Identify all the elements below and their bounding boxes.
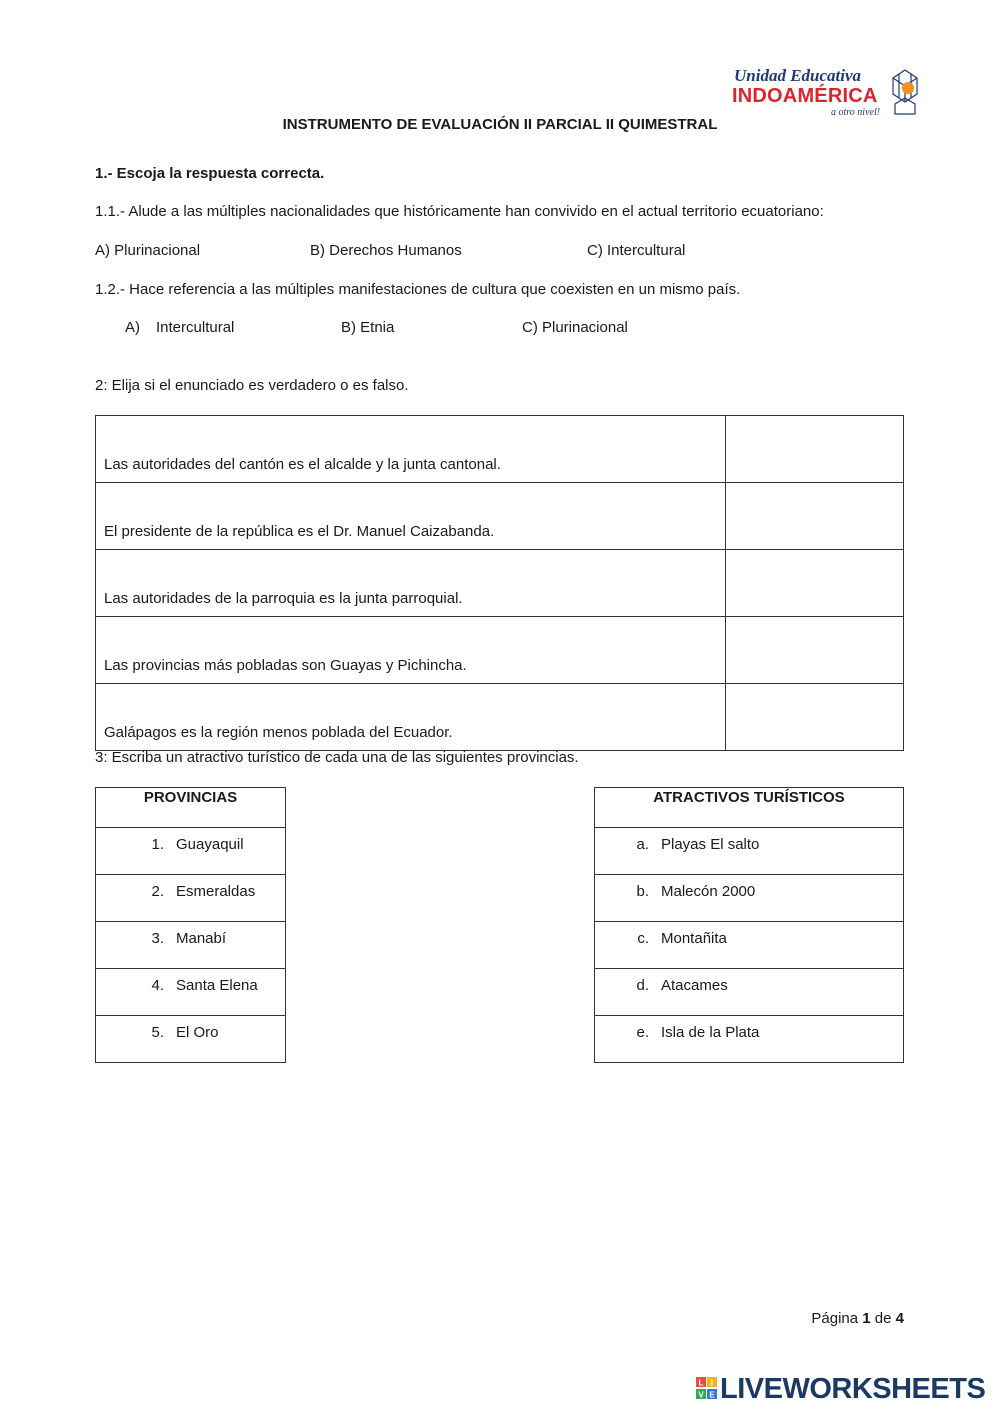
- svg-text:E: E: [709, 1390, 715, 1400]
- logo-line2: INDOAMÉRICA: [732, 85, 878, 107]
- section3-heading: 3: Escriba un atractivo turístico de cada una de las siguientes provincias.: [95, 749, 579, 766]
- answer-cell[interactable]: [726, 416, 904, 483]
- attraction-name: Malecón 2000: [661, 883, 756, 900]
- attraction-letter: d.: [636, 977, 649, 994]
- attraction-letter: e.: [636, 1024, 649, 1041]
- statement: Las autoridades de la parroquia es la junta parroquial.: [96, 550, 726, 617]
- answer-cell[interactable]: [726, 550, 904, 617]
- svg-text:L: L: [698, 1378, 704, 1388]
- table-row[interactable]: [96, 1016, 286, 1063]
- table-row: [96, 684, 904, 751]
- province-name: Guayaquil: [176, 836, 244, 853]
- province-name: Manabí: [176, 930, 227, 947]
- logo-tagline: a otro nivel!: [831, 107, 881, 118]
- table-row[interactable]: [595, 828, 904, 875]
- page-title: INSTRUMENTO DE EVALUACIÓN II PARCIAL II QUIMESTRAL: [282, 116, 718, 133]
- current-page: 1: [862, 1310, 871, 1327]
- section1-heading: 1.- Escoja la respuesta correcta.: [95, 165, 325, 182]
- answer-cell[interactable]: [726, 483, 904, 550]
- statement: Galápagos es la región menos poblada del Ecuador.: [96, 684, 726, 751]
- section2-heading: 2: Elija si el enunciado es verdadero o es falso.: [95, 377, 409, 394]
- table-row[interactable]: [96, 922, 286, 969]
- question-1-2: 1.2.- Hace referencia a las múltiples manifestaciones de cultura que coexisten en un mismo país.: [95, 281, 741, 298]
- geodesic-sphere-icon: [890, 68, 920, 116]
- table-row[interactable]: [595, 1016, 904, 1063]
- table-row[interactable]: [595, 922, 904, 969]
- page-number: [811, 1310, 904, 1327]
- province-number: 4.: [151, 977, 164, 994]
- attraction-letter: c.: [637, 930, 649, 947]
- table-row: [96, 550, 904, 617]
- q2-option-b: B) Etnia: [341, 319, 395, 336]
- attraction-letter: b.: [636, 883, 649, 900]
- q2-option-c: C) Plurinacional: [522, 319, 628, 336]
- attractions-table: [594, 787, 904, 1063]
- province-number: 1.: [151, 836, 164, 853]
- q1-option-c: C) Intercultural: [587, 242, 686, 259]
- province-number: 2.: [151, 883, 164, 900]
- attractions-header: ATRACTIVOS TURÍSTICOS: [595, 788, 904, 828]
- page-word: Página: [811, 1310, 859, 1327]
- province-number: 5.: [151, 1024, 164, 1041]
- table-row: [96, 617, 904, 684]
- total-pages: 4: [895, 1310, 904, 1327]
- answer-cell[interactable]: [726, 684, 904, 751]
- watermark-text: LIVEWORKSHEETS: [720, 1373, 986, 1405]
- attraction-name: Isla de la Plata: [661, 1024, 760, 1041]
- table-row[interactable]: [96, 969, 286, 1016]
- statement: El presidente de la república es el Dr. Manuel Caizabanda.: [96, 483, 726, 550]
- provinces-header: PROVINCIAS: [96, 788, 286, 828]
- statement: Las provincias más pobladas son Guayas y Pichincha.: [96, 617, 726, 684]
- attraction-name: Montañita: [661, 930, 727, 947]
- table-row[interactable]: [96, 828, 286, 875]
- q2-option-a: Intercultural: [156, 319, 235, 336]
- question-1-1: 1.1.- Alude a las múltiples nacionalidades que históricamente han convivido en el actual territorio ecuatoriano:: [95, 203, 824, 220]
- table-row[interactable]: [595, 875, 904, 922]
- attraction-name: Atacames: [661, 977, 728, 994]
- table-row: [96, 483, 904, 550]
- province-name: El Oro: [176, 1024, 219, 1041]
- attraction-letter: a.: [636, 836, 649, 853]
- q2-option-a-letter: A): [125, 319, 140, 336]
- provinces-table: [95, 787, 286, 1063]
- q1-option-a: A) Plurinacional: [95, 242, 201, 259]
- q1-option-b: B) Derechos Humanos: [310, 242, 462, 259]
- table-row[interactable]: [96, 875, 286, 922]
- statement: Las autoridades del cantón es el alcalde y la junta cantonal.: [96, 416, 726, 483]
- answer-cell[interactable]: [726, 617, 904, 684]
- liveworksheets-badge-icon: [696, 1377, 718, 1401]
- logo-line1: Unidad Educativa: [734, 66, 862, 85]
- table-row[interactable]: [595, 969, 904, 1016]
- province-name: Esmeraldas: [176, 883, 256, 900]
- of-word: de: [874, 1310, 892, 1327]
- svg-text:V: V: [698, 1390, 704, 1400]
- table-row: [96, 416, 904, 483]
- svg-text:I: I: [710, 1378, 714, 1388]
- province-number: 3.: [151, 930, 164, 947]
- attraction-name: Playas El salto: [661, 836, 760, 853]
- true-false-table: [95, 415, 904, 751]
- province-name: Santa Elena: [176, 977, 258, 994]
- school-logo: [732, 66, 922, 122]
